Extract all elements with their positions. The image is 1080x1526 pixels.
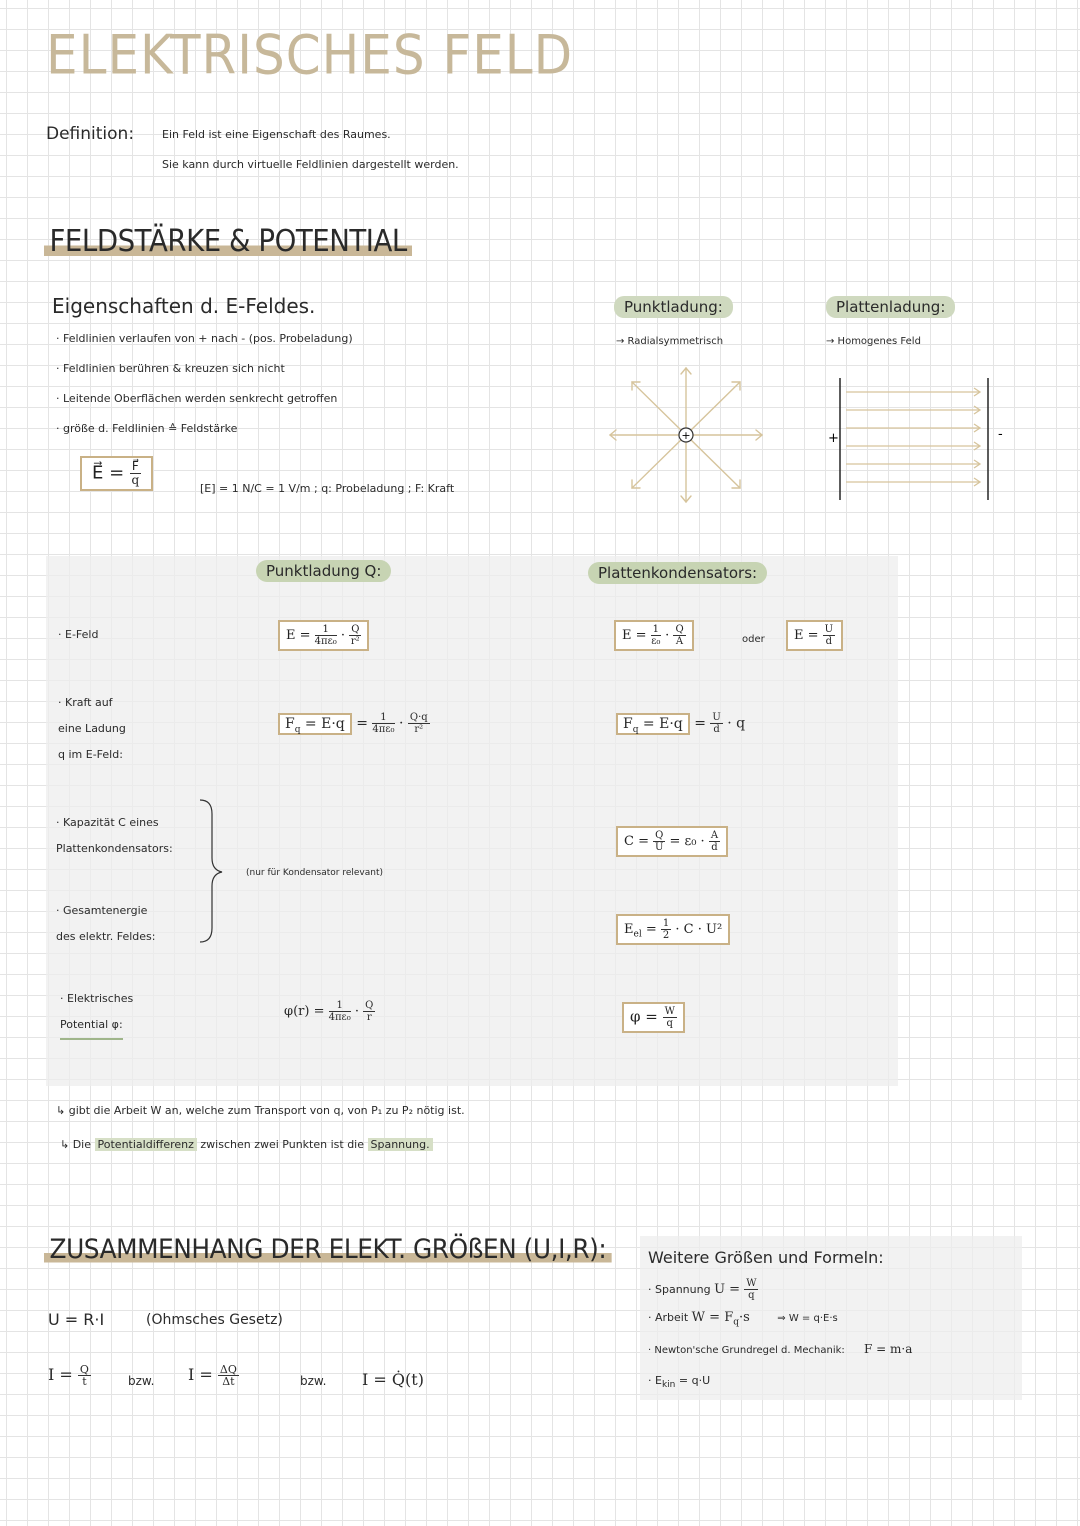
formula-current-2: I = $\frac{\Delta Q}{\Delta t}$ bbox=[188, 1363, 237, 1388]
punktladung-title: Punktladung: bbox=[614, 298, 733, 316]
weitere-newton: · Newton'sche Grundregel d. Mechanik: F = m·a bbox=[648, 1342, 913, 1356]
bzw-2: bzw. bbox=[300, 1374, 327, 1388]
plate-plus-label: + bbox=[828, 431, 839, 446]
property-bullet-3: · Leitende Oberflächen werden senkrecht getroffen bbox=[56, 392, 338, 405]
formula-f-platte: $F_q = E\cdot q$ = $\frac{U}{d}$ · q bbox=[616, 712, 745, 735]
note-kondensator: (nur für Kondensator relevant) bbox=[246, 868, 383, 878]
weitere-spannung: · Spannung U = $\frac{W}{q}$ bbox=[648, 1278, 757, 1301]
property-bullet-1: · Feldlinien verlaufen von + nach - (pos. Probeladung) bbox=[56, 332, 353, 345]
property-bullet-4: · größe d. Feldlinien ≙ Feldstärke bbox=[56, 422, 238, 435]
weitere-arbeit: · Arbeit $W = F_q\cdot s$ ⇒ W = q·E·s bbox=[648, 1310, 838, 1328]
page-title: ELEKTRISCHES FELD bbox=[46, 23, 574, 87]
formula-kapazitaet: C = $\frac{Q}{U}$ = ε₀ · $\frac{A}{d}$ bbox=[616, 826, 728, 857]
row-label-kapazitaet: · Kapazität C eines Plattenkondensators: bbox=[56, 816, 173, 855]
definition-line-1: Ein Feld ist eine Eigenschaft des Raumes. bbox=[162, 128, 391, 141]
plate-minus-label: - bbox=[998, 427, 1003, 442]
unit-line: [E] = 1 N/C = 1 V/m ; q: Probeladung ; F: Kraft bbox=[200, 482, 455, 495]
homogeneous-field-diagram bbox=[816, 374, 1016, 504]
formula-current-3: I = Q̇(t) bbox=[362, 1370, 424, 1389]
formula-f-punktladung: $F_q = E\cdot q$ = $\frac{1}{\text{4πε₀}}$ · $\frac{Q\cdot q}{\text{r²}}$ bbox=[278, 712, 430, 735]
formula-e-punktladung: E = $\frac{1}{\text{4πε₀}}$ · $\frac{Q}{\text{r²}}$ bbox=[278, 620, 369, 651]
formula-e-u-over-d: E = $\frac{U}{d}$ bbox=[786, 620, 843, 651]
section-heading-feldstaerke: FELDSTÄRKE & POTENTIAL bbox=[44, 224, 412, 259]
row-label-gesamtenergie: · Gesamtenergie des elektr. Feldes: bbox=[56, 904, 156, 943]
oder-label: oder bbox=[742, 634, 765, 645]
curly-brace bbox=[196, 796, 226, 946]
formula-current-1: I = $\frac{Q}{t}$ bbox=[48, 1363, 89, 1388]
row-label-efeld: · E-Feld bbox=[58, 628, 99, 641]
charge-plus-label: + bbox=[681, 429, 691, 442]
formula-e-platte: E = $\frac{1}{\text{ε₀}}$ · $\frac{Q}{A}$ bbox=[614, 620, 694, 651]
row-label-potential: · Elektrisches Potential φ: bbox=[60, 986, 133, 1040]
weitere-title: Weitere Größen und Formeln: bbox=[648, 1248, 884, 1267]
radial-field-diagram bbox=[604, 360, 768, 510]
row-label-kraft: · Kraft auf eine Ladung q im E-Feld: bbox=[58, 696, 126, 761]
property-bullet-2: · Feldlinien berühren & kreuzen sich nicht bbox=[56, 362, 285, 375]
formula-table-panel bbox=[46, 556, 898, 1086]
definition-line-2: Sie kann durch virtuelle Feldlinien dargestellt werden. bbox=[162, 158, 459, 171]
formula-e-f-over-q: E⃗ = $\frac{F⃗}{q}$ bbox=[80, 456, 153, 491]
note-arbeit: ↳ gibt die Arbeit W an, welche zum Transport von q, von P₁ zu P₂ nötig ist. bbox=[56, 1104, 465, 1117]
col-title-plattenkondensator: Plattenkondensators: bbox=[588, 564, 767, 582]
formula-ohm: U = R·I bbox=[48, 1310, 105, 1329]
note-spannung: ↳ Die Potentialdifferenz zwischen zwei Punkten ist die Spannung. bbox=[60, 1138, 433, 1151]
ohm-note: (Ohmsches Gesetz) bbox=[146, 1312, 283, 1328]
properties-title: Eigenschaften d. E-Feldes. bbox=[52, 294, 316, 318]
plattenladung-subtitle: → Homogenes Feld bbox=[826, 336, 921, 347]
definition-label: Definition: bbox=[46, 124, 135, 144]
formula-energie: $E_{el}$ = $\frac{1}{2}$ · C · U² bbox=[616, 914, 730, 945]
punktladung-subtitle: → Radialsymmetrisch bbox=[616, 336, 724, 347]
formula-potential-punktladung: φ(r) = $\frac{1}{\text{4πε₀}}$ · $\frac{Q}{r}$ bbox=[284, 1000, 374, 1023]
col-title-punktladung: Punktladung Q: bbox=[256, 562, 391, 580]
plattenladung-title: Plattenladung: bbox=[826, 298, 955, 316]
weitere-energie: · $E_{kin} = q\cdot U$ bbox=[648, 1374, 711, 1391]
formula-potential-platte: φ = $\frac{W}{q}$ bbox=[622, 1002, 685, 1033]
section-heading-zusammenhang: ZUSAMMENHANG DER ELEKT. GRÖßEN (U,I,R): bbox=[44, 1234, 612, 1265]
bzw-1: bzw. bbox=[128, 1374, 155, 1388]
